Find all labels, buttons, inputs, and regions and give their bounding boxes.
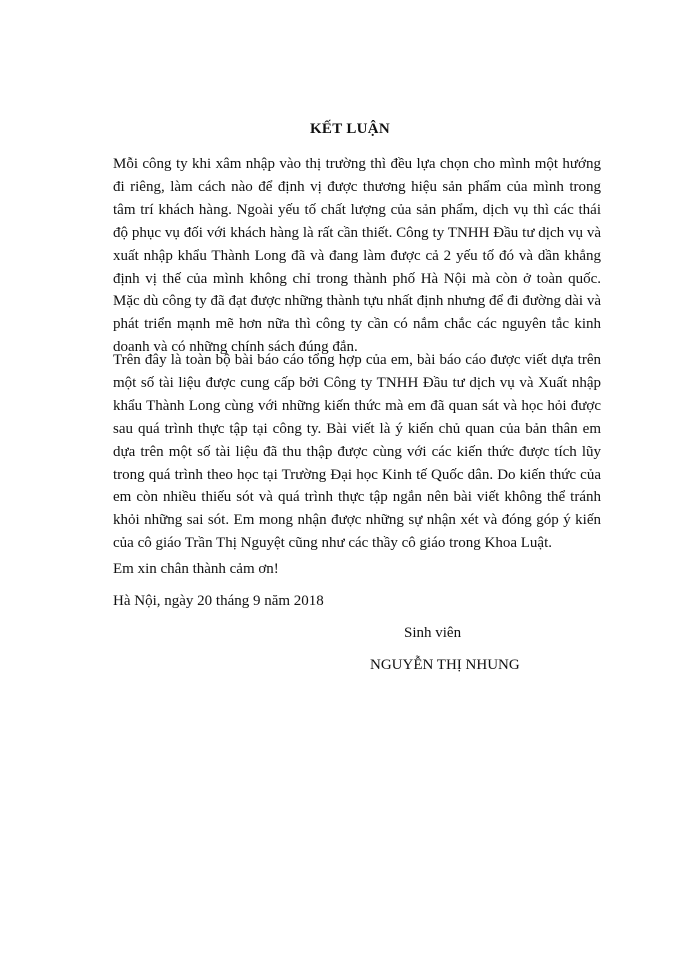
conclusion-paragraph-1: Mỗi công ty khi xâm nhập vào thị trường thì đều lựa chọn cho mình một hướng đi riêng, làm cách nào để định vị được thương hiệu sản phẩm của mình trong tâm trí khách hàng. Ngoài yếu tố chất lượng của sản phẩm, dịch vụ thì các thái độ phục vụ đối với khách hàng là rất cần thiết. Công ty TNHH Đầu tư dịch vụ và xuất nhập khẩu Thành Long đã và đang làm được cả 2 yếu tố đó và dần khẳng định vị thế của mình không chỉ trong thành phố Hà Nội mà còn ở toàn quốc. Mặc dù công ty đã đạt được những thành tựu nhất định nhưng để đi đường dài và phát triển mạnh mẽ hơn nữa thì công ty cần có nắm chắc các nguyên tắc kinh doanh và có những chính sách đúng đắn. xyxy=(113,156,601,356)
closing-thanks: Em xin chân thành cảm ơn! xyxy=(113,561,279,577)
document-title: KẾT LUẬN xyxy=(309,121,391,137)
place-and-date: Hà Nội, ngày 20 tháng 9 năm 2018 xyxy=(113,593,324,609)
conclusion-paragraph-2: Trên đây là toàn bộ bài báo cáo tổng hợp của em, bài báo cáo được viết dựa trên một số tài liệu được cung cấp bởi Công ty TNHH Đầu tư dịch vụ và Xuất nhập khẩu Thành Long cùng với những kiến thức mà em đã quan sát và học hỏi được sau quá trình thực tập tại công ty. Bài viết là ý kiến chủ quan của bản thân em dựa trên một số tài liệu đã thu thập được cùng với các kiến thức được tích lũy trong quá trình theo học tại Trường Đại học Kinh tế Quốc dân. Do kiến thức của em còn nhiều thiếu sót và quá trình thực tập ngắn nên bài viết không thể tránh khỏi những sai sót. Em mong nhận được những sự nhận xét và đóng góp ý kiến của cô giáo Trần Thị Nguyệt cũng như các thầy cô giáo trong Khoa Luật. xyxy=(113,352,601,552)
signature-name: NGUYỄN THỊ NHUNG xyxy=(370,657,520,673)
signature-role: Sinh viên xyxy=(404,625,462,641)
